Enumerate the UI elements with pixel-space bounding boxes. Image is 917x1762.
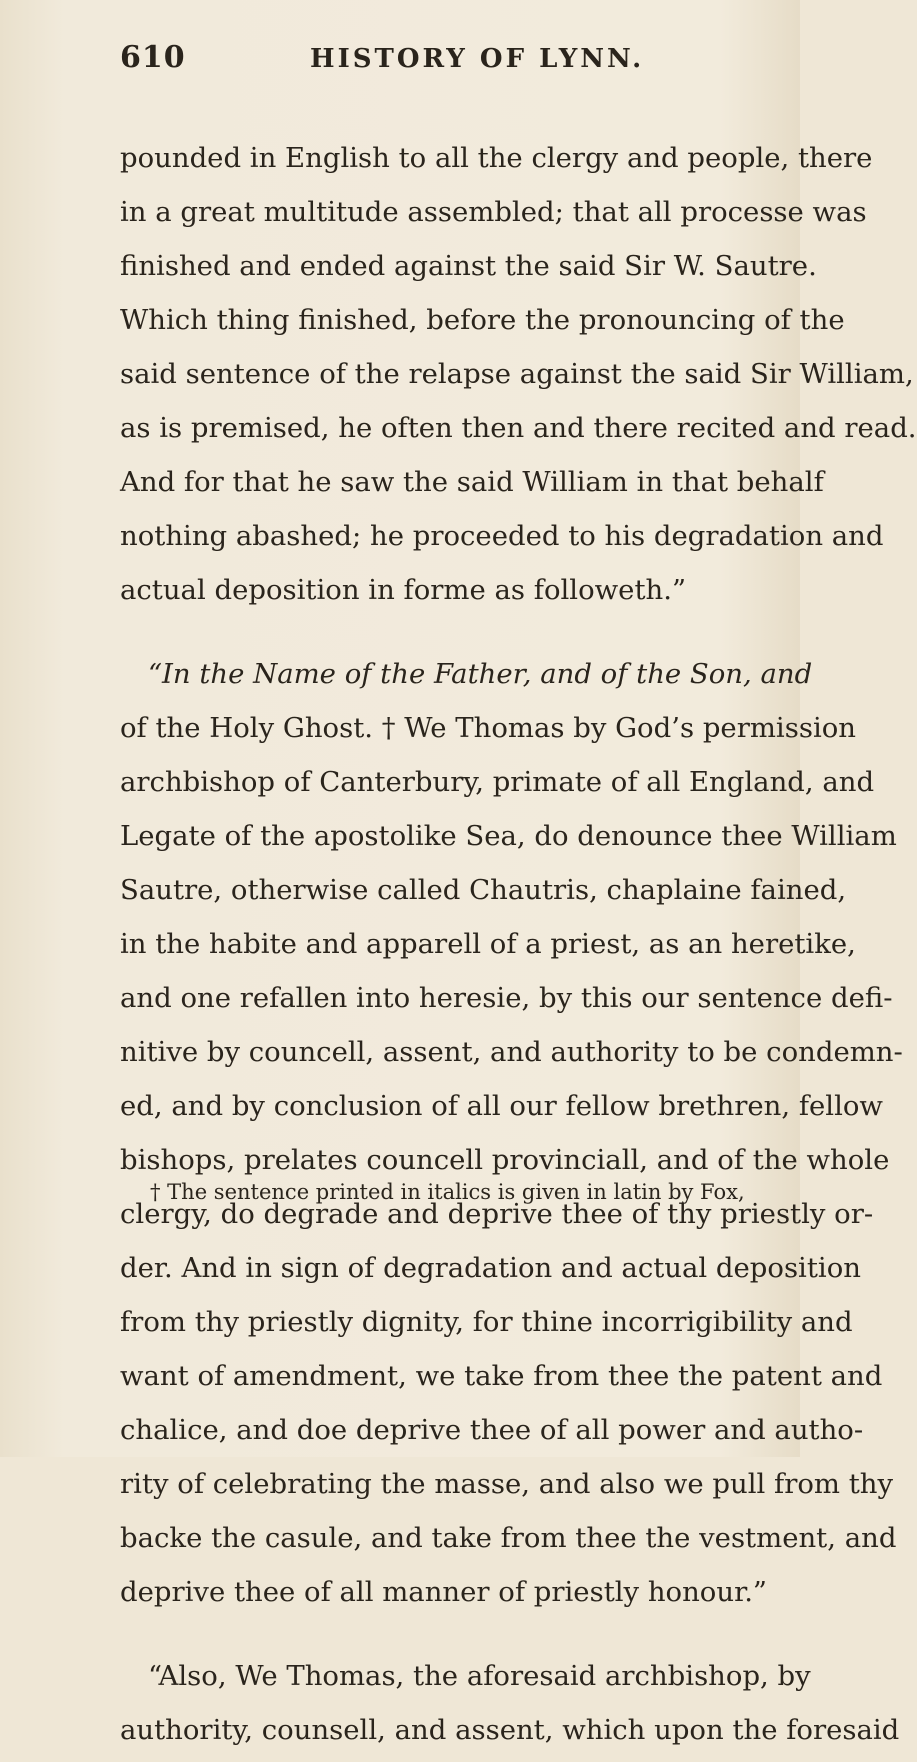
text-line: as is premised, he often then and there recited and read. — [120, 412, 917, 444]
body-text — [120, 136, 917, 1762]
text-line: rity of celebrating the masse, and also we pull from thy — [120, 1468, 894, 1500]
text-line: deprive thee of all manner of priestly honour.” — [120, 1576, 767, 1608]
text-line: chalice, and doe deprive thee of all power and autho- — [120, 1414, 864, 1446]
paragraph-3 — [120, 1654, 900, 1762]
text-line: actual deposition in forme as followeth.” — [120, 574, 687, 606]
text-line: in the habite and apparell of a priest, as an heretike, — [120, 928, 856, 960]
text-line: nitive by councell, assent, and authority to be condemn- — [120, 1036, 903, 1068]
text-line: said sentence of the relapse against the said Sir William, — [120, 358, 914, 390]
text-line: in a great multitude assembled; that all processe was — [120, 196, 867, 228]
page-header — [120, 40, 760, 80]
text-line: of the Holy Ghost. † We Thomas by God’s permission — [120, 712, 857, 744]
text-line: backe the casule, and take from thee the vestment, and — [120, 1522, 897, 1554]
paragraph-1 — [120, 136, 917, 622]
text-line: from thy priestly dignity, for thine incorrigibility and — [120, 1306, 853, 1338]
text-line: bishops, prelates councell provinciall, and of the whole — [120, 1144, 890, 1176]
running-title: HISTORY OF LYNN. — [310, 44, 645, 74]
footnote: † The sentence printed in italics is given in latin by Fox, — [150, 1180, 745, 1204]
text-line: finished and ended against the said Sir W. Sautre. — [120, 250, 817, 282]
text-line: archbishop of Canterbury, primate of all England, and — [120, 766, 875, 798]
text-line: “In the Name of the Father, and of the Son, and — [148, 658, 813, 690]
text-line: nothing abashed; he proceeded to his degradation and — [120, 520, 884, 552]
text-line: and one refallen into heresie, by this our sentence defi- — [120, 982, 893, 1014]
text-line: want of amendment, we take from thee the patent and — [120, 1360, 883, 1392]
text-line: der. And in sign of degradation and actual deposition — [120, 1252, 861, 1284]
page-number: 610 — [120, 40, 186, 75]
text-line: Sautre, otherwise called Chautris, chaplaine fained, — [120, 874, 847, 906]
text-line: Which thing finished, before the pronouncing of the — [120, 304, 845, 336]
text-line: pounded in English to all the clergy and people, there — [120, 142, 873, 174]
text-line: ed, and by conclusion of all our fellow brethren, fellow — [120, 1090, 883, 1122]
text-line: clergy, do degrade and deprive thee of thy priestly or- — [120, 1198, 874, 1230]
paragraph-2 — [120, 652, 903, 1624]
text-line: Legate of the apostolike Sea, do denounce thee William — [120, 820, 897, 852]
text-line: And for that he saw the said William in that behalf — [120, 466, 824, 498]
text-line: authority, counsell, and assent, which upon the foresaid — [120, 1714, 900, 1746]
text-line: “Also, We Thomas, the aforesaid archbishop, by — [148, 1660, 811, 1692]
